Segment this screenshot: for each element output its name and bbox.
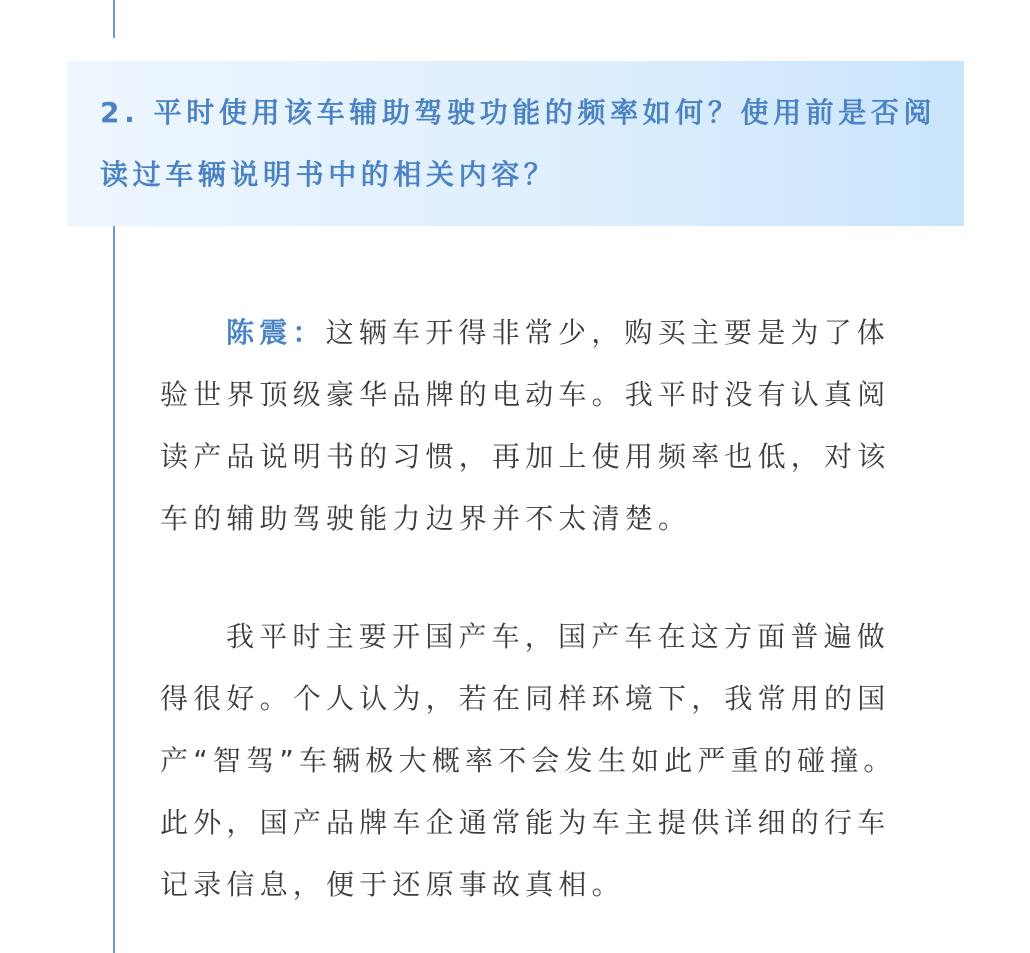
answer-paragraph-1-text: 这辆车开得非常少，购买主要是为了体验世界顶级豪华品牌的电动车。我平时没有认真阅读产品说明书的习惯，再加上使用频率也低，对该车的辅助驾驶能力边界并不太清楚。 [160,316,891,535]
speaker-name: 陈震： [226,316,326,349]
decorative-vertical-line-bottom [113,226,115,953]
decorative-vertical-line-top [113,0,115,38]
answer-paragraph-2: 我平时主要开国产车，国产车在这方面普遍做得很好。个人认为，若在同样环境下，我常用的国产“智驾”车辆极大概率不会发生如此严重的碰撞。此外，国产品牌车企通常能为车主提供详细的行车记录信息，便于还原事故真相。 [160,620,897,901]
question-heading: 2. 平时使用该车辅助驾驶功能的频率如何？使用前是否阅读过车辆说明书中的相关内容？ [100,96,937,191]
answer-paragraph-1 [160,302,920,550]
